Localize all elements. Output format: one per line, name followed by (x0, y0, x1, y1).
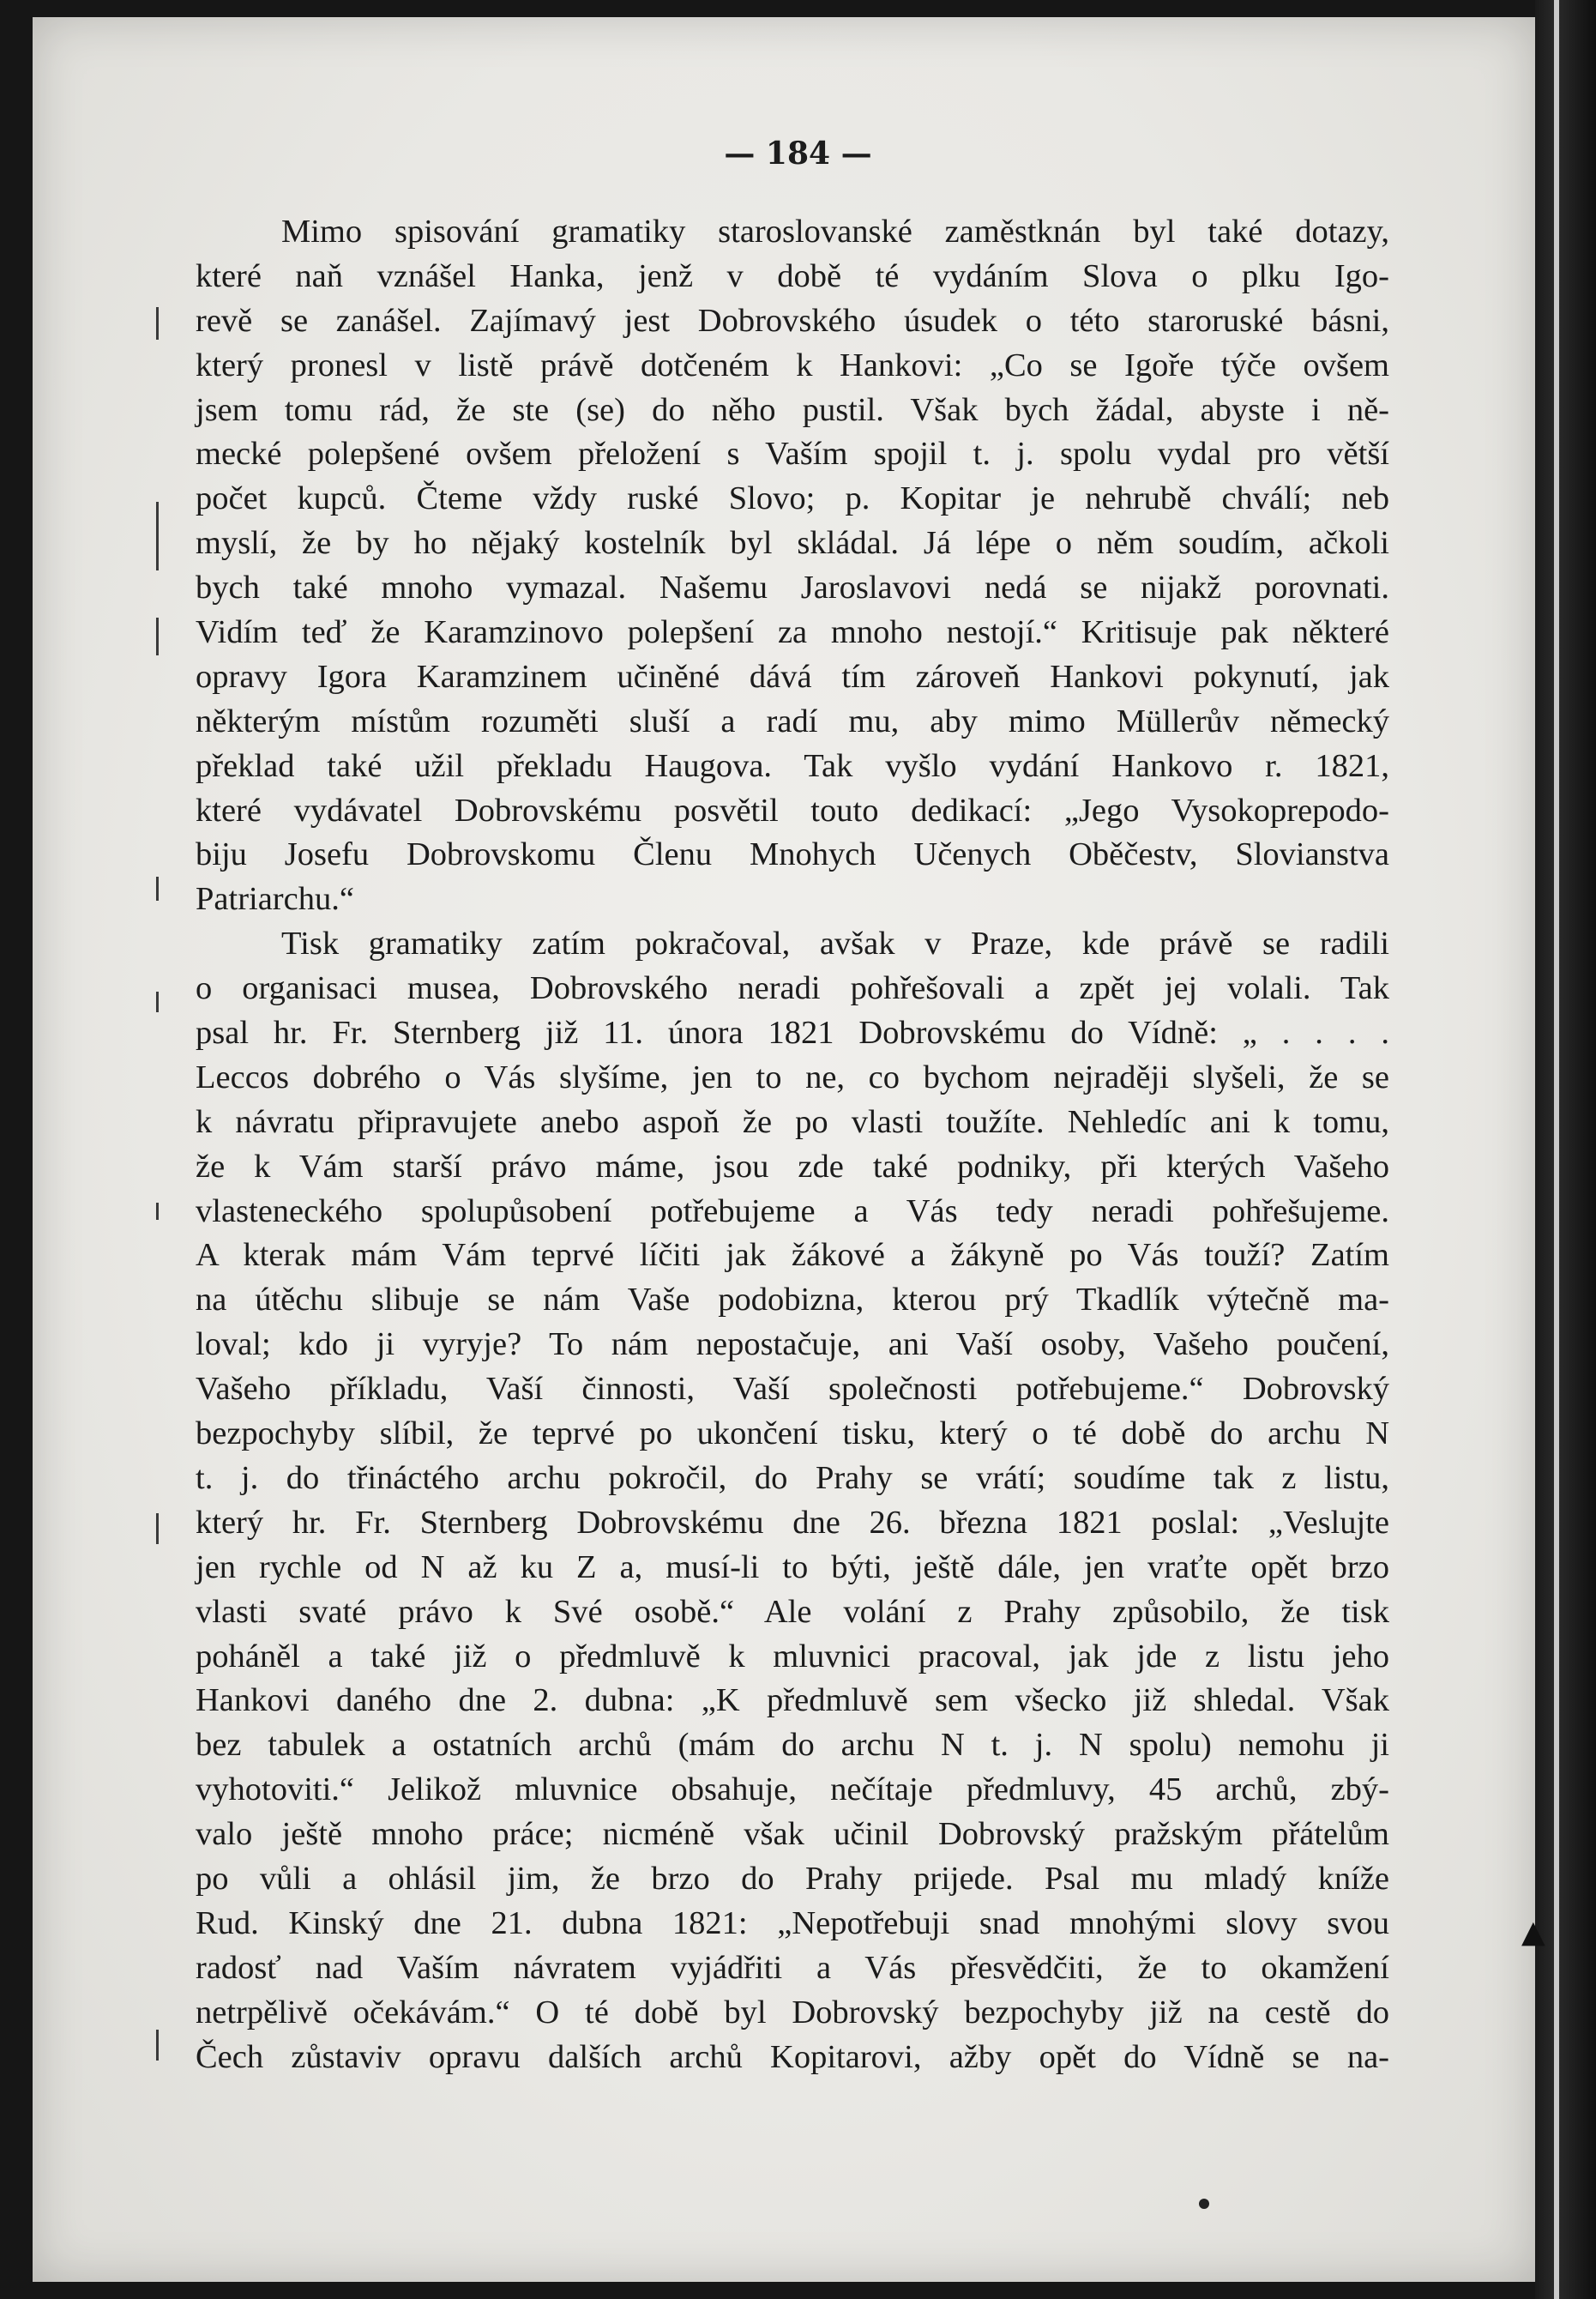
page-number: — 184 — (724, 136, 872, 172)
body-text (196, 210, 1389, 2079)
text-line: Patriarchu.“ (196, 881, 354, 918)
text-line: myslí, že by ho nějaký kostelník byl skládal. Já lépe o něm soudím, ačkoli (196, 525, 1389, 562)
margin-mark (156, 877, 159, 901)
text-line: Rud. Kinský dne 21. dubna 1821: „Nepotřebuji snad mnohými slovy svou (196, 1904, 1389, 1941)
text-line: vlasti svaté právo k Své osobě.“ Ale volání z Prahy způsobilo, že tisk (196, 1593, 1389, 1630)
text-line: t. j. do třináctého archu pokročil, do Prahy se vrátí; soudíme tak z listu, (196, 1459, 1389, 1496)
text-line: o organisaci musea, Dobrovského neradi pohřešovali a zpět jej volali. Tak (196, 970, 1389, 1007)
text-line: vlasteneckého spolupůsobení potřebujeme a Vás tedy neradi pohřešujeme. (196, 1192, 1389, 1229)
text-line: biju Josefu Dobrovskomu Členu Mnohych Učenych Oběčestv, Slovianstva (196, 836, 1389, 873)
text-line: Tisk gramatiky zatím pokračoval, avšak v Praze, kde právě se radili (281, 926, 1389, 962)
text-line: Čech zůstaviv opravu dalších archů Kopitarovi, ažby opět do Vídně se na- (196, 2038, 1389, 2075)
margin-mark (156, 1513, 159, 1544)
text-line: revě se zanášel. Zajímavý jest Dobrovského úsudek o této staroruské básni, (196, 302, 1389, 339)
text-line: mecké polepšené ovšem přeložení s Vaším spojil t. j. spolu vydal pro větší (196, 436, 1389, 473)
text-line: Hankovi daného dne 2. dubna: „K předmluvě sem všecko již shledal. Však (196, 1682, 1389, 1719)
margin-mark (156, 307, 159, 340)
text-line: po vůli a ohlásil jim, že brzo do Prahy prijede. Psal mu mladý kníže (196, 1860, 1389, 1897)
text-line: které naň vznášel Hanka, jenž v době té vydáním Slova o plku Igo- (196, 257, 1389, 294)
text-line: valo ještě mnoho práce; nicméně však učinil Dobrovský pražským přátelům (196, 1816, 1389, 1853)
text-line: počet kupců. Čteme vždy ruské Slovo; p. Kopitar je nehrubě chválí; neb (196, 480, 1389, 517)
text-line: na útěchu slibuje se nám Vaše podobizna, kterou prý Tkadlík výtečně ma- (196, 1282, 1389, 1318)
margin-mark (156, 502, 159, 570)
text-line: Mimo spisování gramatiky staroslovanské zaměstknán byl také dotazy, (281, 214, 1389, 250)
text-line: některým místům rozuměti sluší a radí mu, aby mimo Müllerův německý (196, 703, 1389, 739)
text-line: bez tabulek a ostatních archů (mám do archu N t. j. N spolu) nemohu ji (196, 1727, 1389, 1764)
text-line: který hr. Fr. Sternberg Dobrovskému dne 26. března 1821 poslal: „Veslujte (196, 1504, 1389, 1541)
ink-spot (1199, 2199, 1209, 2209)
margin-mark (156, 2030, 159, 2061)
text-line: jsem tomu rád, že ste (se) do něho pustil. Však bych žádal, abyste i ně- (196, 391, 1389, 428)
text-line: překlad také užil překladu Haugova. Tak vyšlo vydání Hankovo r. 1821, (196, 747, 1389, 784)
text-line: netrpělivě očekávám.“ O té době byl Dobrovský bezpochyby již na cestě do (196, 1994, 1389, 2030)
text-line: bezpochyby slíbil, že teprvé po ukončení tisku, který o té době do archu N (196, 1415, 1389, 1452)
text-line: opravy Igora Karamzinem učiněné dává tím zároveň Hankovi pokynutí, jak (196, 658, 1389, 695)
page-edge-arrow-icon: ▲ (1521, 1915, 1545, 1950)
text-line: loval; kdo ji vyryje? To nám nepostačuje, ani Vaší osoby, Vašeho poučení, (196, 1326, 1389, 1363)
text-line: které vydávatel Dobrovskému posvětil touto dedikací: „Jego Vysokoprepodo- (196, 792, 1389, 829)
text-line: Vašeho příkladu, Vaší činnosti, Vaší společnosti potřebujeme.“ Dobrovský (196, 1371, 1389, 1408)
text-line: vyhotoviti.“ Jelikož mluvnice obsahuje, nečítaje předmluvy, 45 archů, zbý- (196, 1771, 1389, 1808)
text-line: k návratu připravujete anebo aspoň že po vlasti toužíte. Nehledíc ani k tomu, (196, 1103, 1389, 1140)
text-line: jen rychle od N až ku Z a, musí-li to býti, ještě dále, jen vraťte opět brzo (196, 1548, 1389, 1585)
text-line: bych také mnoho vymazal. Našemu Jaroslavovi nedá se nijakž porovnati. (196, 570, 1389, 606)
margin-mark (156, 618, 159, 655)
text-line: Vidím teď že Karamzinovo polepšení za mnoho nestojí.“ Kritisuje pak některé (196, 614, 1389, 651)
text-line: psal hr. Fr. Sternberg již 11. února 1821 Dobrovskému do Vídně: „ . . . . (196, 1015, 1389, 1052)
text-line: který pronesl v listě právě dotčeném k Hankovi: „Co se Igoře týče ovšem (196, 347, 1389, 383)
page-edge (1535, 0, 1596, 2299)
text-line: poháněl a také již o předmluvě k mluvnici pracoval, jak jde z listu jeho (196, 1638, 1389, 1674)
margin-mark (156, 992, 159, 1012)
text-line: že k Vám starší právo máme, jsou zde také podniky, při kterých Vašeho (196, 1148, 1389, 1185)
margin-mark (156, 1203, 159, 1220)
page-edge-highlight (1554, 0, 1559, 2299)
text-line: A kterak mám Vám teprvé líčiti jak žákové a žákyně po Vás touží? Zatím (196, 1237, 1389, 1274)
text-line: Leccos dobrého o Vás slyšíme, jen to ne, co bychom nejraději slyšeli, že se (196, 1059, 1389, 1095)
text-line: radosť nad Vaším návratem vyjádřiti a Vás přesvědčiti, že to okamžení (196, 1949, 1389, 1986)
